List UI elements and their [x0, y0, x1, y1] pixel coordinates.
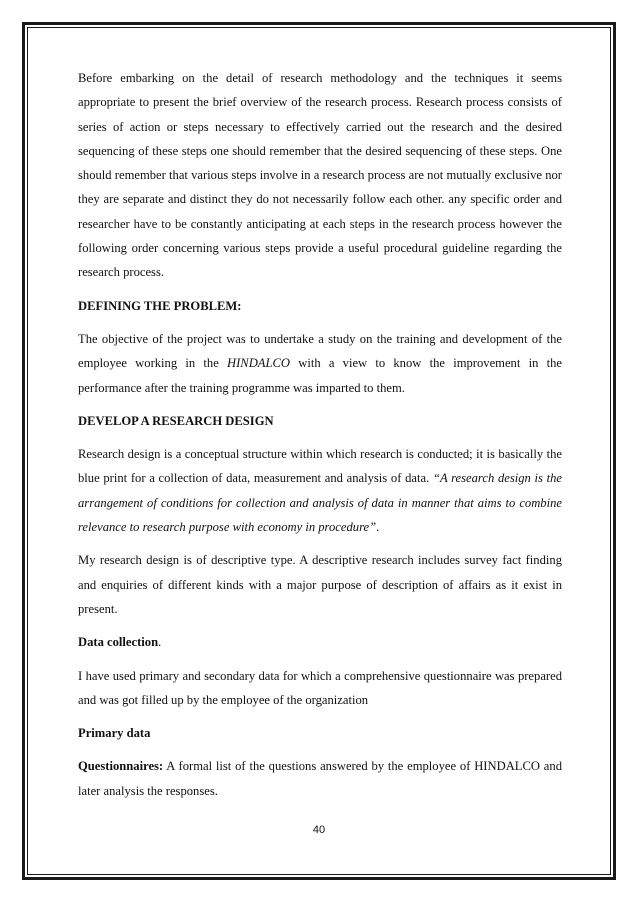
- problem-text-start: The objective of the project was to undertake a study on the training and development of the employee working in the: [78, 331, 562, 371]
- descriptive-paragraph: My research design is of descriptive type. A descriptive research includes survey fact finding and enquiries of different kinds with a major purpose of description of affairs as it exist in present.: [78, 553, 562, 616]
- problem-text-end: with a view to know the improvement in the performance after the training programme was imparted to them.: [78, 356, 562, 395]
- design-quote: “A research design is the arrangement of conditions for collection and analysis of data in manner that aims to combine relevance to research purpose with economy in procedure”: [78, 471, 563, 535]
- data-collection-period: .: [158, 635, 162, 650]
- design-end: .: [376, 520, 380, 535]
- questionnaires-paragraph: [78, 754, 562, 803]
- primary-data-heading: Primary data: [78, 726, 151, 741]
- design-text: Research design is a conceptual structure within which research is conducted; it is basically the blue print for a collection of data, measurement and analysis of data.: [78, 447, 562, 486]
- company-name: HINDALCO: [227, 356, 290, 371]
- questionnaires-text: A formal list of the questions answered by the employee of HINDALCO and later analysis the responses.: [78, 759, 562, 798]
- intro-paragraph: Before embarking on the detail of research methodology and the techniques it seems appropriate to present the brief overview of the research process. Research process consists of series of action or steps necessary to effectively carried out the research and the desired sequencing of these steps one should remember that the desired sequencing of these steps. One should remember that various steps involve in a research process are not mutually exclusive nor they are separate and distinct they do not necessarily follow each other. any specific order and researcher have to be constantly anticipating at each steps in the research process however the following order concerning various steps provide a useful procedural guideline regarding the research process.: [78, 71, 562, 280]
- data-collection-heading: Data collection: [78, 635, 159, 650]
- page-number: 40: [312, 824, 326, 836]
- data-collection-paragraph: I have used primary and secondary data for which a comprehensive questionnaire was prepared and was got filled up by the employee of the organization: [78, 668, 562, 707]
- questionnaires-label: Questionnaires:: [78, 759, 164, 774]
- research-design-heading: DEVELOP A RESEARCH DESIGN: [78, 413, 274, 428]
- data-collection-heading-line: [78, 630, 562, 654]
- document-body: [78, 66, 562, 812]
- research-design-paragraph: [78, 442, 562, 539]
- defining-problem-heading: DEFINING THE PROBLEM:: [78, 298, 242, 313]
- problem-paragraph: [78, 327, 562, 400]
